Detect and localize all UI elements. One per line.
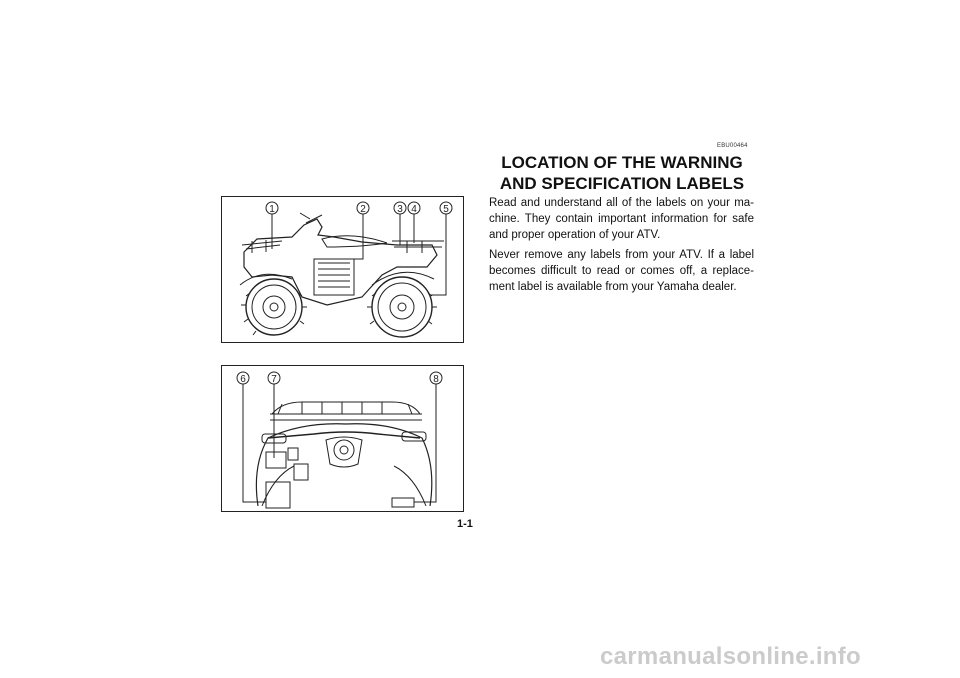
atv-side-illustration <box>222 197 463 342</box>
atv-handlebar-view-figure <box>221 365 464 512</box>
callout-4: 4 <box>411 204 417 215</box>
body-text <box>489 196 754 301</box>
paragraph-1: Read and understand all of the labels on your ma-chine. They contain important information for safe and proper operation of your ATV. <box>489 197 754 241</box>
page-number: 1-1 <box>457 518 473 530</box>
callout-2: 2 <box>360 204 366 215</box>
paragraph-2: Never remove any labels from your ATV. If a label becomes difficult to read or comes off, a replace-ment label is available from your Yamaha dealer. <box>489 249 754 293</box>
watermark: carmanualsonline.info <box>600 643 862 670</box>
atv-handlebar-illustration <box>222 366 463 511</box>
callout-5: 5 <box>443 204 449 215</box>
callout-3: 3 <box>397 204 403 215</box>
callout-7: 7 <box>271 374 277 385</box>
atv-side-view-figure <box>221 196 464 343</box>
section-title <box>488 152 756 194</box>
callout-8: 8 <box>433 374 439 385</box>
title-line-2: AND SPECIFICATION LABELS <box>499 174 745 193</box>
section-code: EBU00464 <box>717 143 748 149</box>
callout-1: 1 <box>269 204 275 215</box>
title-line-1: LOCATION OF THE WARNING <box>501 153 743 172</box>
callout-6: 6 <box>240 374 246 385</box>
